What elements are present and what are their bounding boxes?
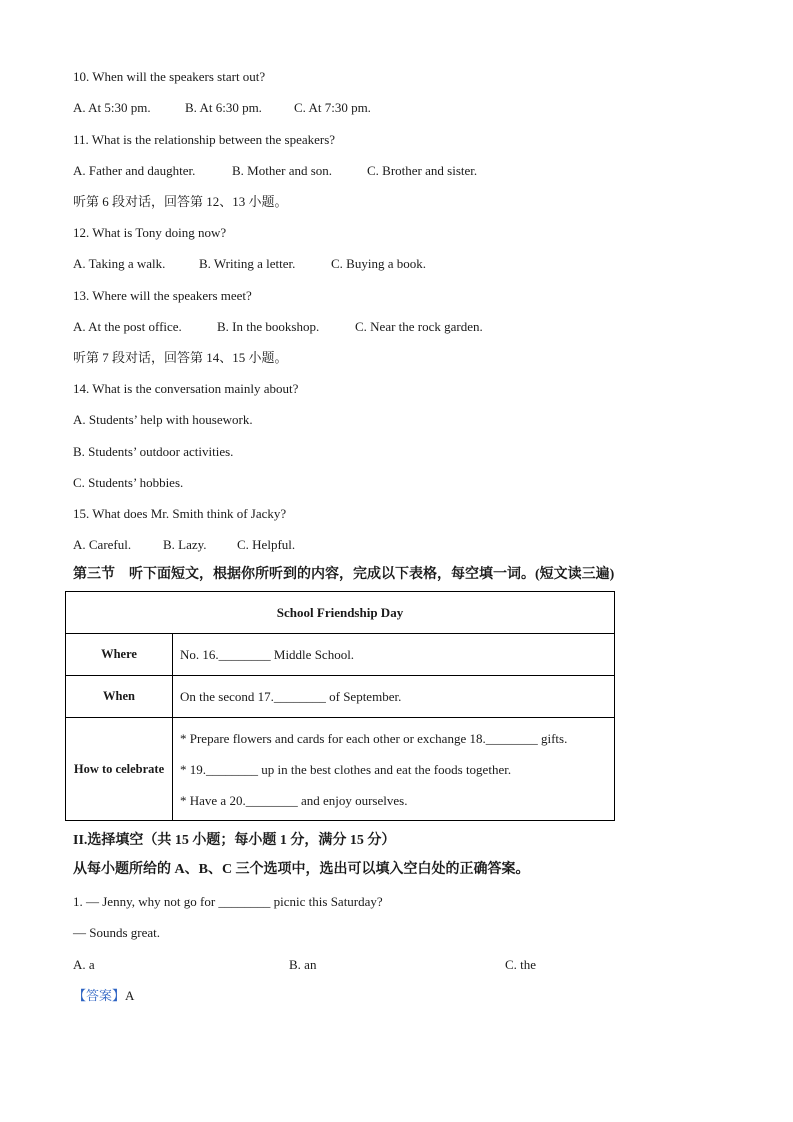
grammar-question-1-reply: — Sounds great.: [73, 925, 161, 940]
how-item: * 19.________ up in the best clothes and eat the foods together.: [180, 761, 512, 777]
question-10-options: [73, 100, 371, 116]
option-b: B. Writing a letter.: [199, 256, 296, 271]
option-b: B. In the bookshop.: [217, 319, 320, 334]
grammar-question-1: 1. — Jenny, why not go for ________ picnic this Saturday?: [73, 894, 383, 909]
where-label: Where: [66, 634, 173, 676]
answer-value: A: [125, 988, 135, 1003]
option-a: A. a: [73, 957, 95, 972]
where-value: No. 16.________ Middle School.: [173, 634, 615, 676]
option-a: A. Careful.: [73, 537, 132, 552]
table-title: School Friendship Day: [66, 592, 615, 634]
friendship-day-table: [65, 591, 615, 821]
question-11-options: [73, 163, 477, 179]
dialogue-7-instruction: 听第 7 段对话，回答第 14、15 小题。: [73, 350, 288, 365]
answer-line: [73, 988, 134, 1004]
question-14-option-a: A. Students’ help with housework.: [73, 412, 253, 427]
option-a: A. Father and daughter.: [73, 163, 196, 178]
question-11: 11. What is the relationship between the speakers?: [73, 132, 336, 147]
dialogue-6-instruction: 听第 6 段对话，回答第 12、13 小题。: [73, 194, 288, 209]
option-b: B. Lazy.: [163, 537, 207, 552]
option-c: C. the: [505, 957, 537, 972]
how-label: How to celebrate: [66, 718, 173, 821]
how-item: * Prepare flowers and cards for each other or exchange 18.________ gifts.: [180, 730, 568, 746]
when-value: On the second 17.________ of September.: [173, 676, 615, 718]
part-2-instruction: 从每小题所给的 A、B、C 三个选项中，选出可以填入空白处的正确答案。: [73, 862, 530, 877]
option-c: C. Brother and sister.: [367, 163, 478, 178]
how-item: * Have a 20.________ and enjoy ourselves.: [180, 792, 408, 808]
option-b: B. Mother and son.: [232, 163, 333, 178]
when-label: When: [66, 676, 173, 718]
question-13-options: [73, 319, 483, 335]
section-3-heading: 第三节 听下面短文，根据你所听到的内容，完成以下表格，每空填一词。(短文读三遍): [73, 567, 615, 582]
question-15: 15. What does Mr. Smith think of Jacky?: [73, 506, 287, 521]
option-c: C. At 7:30 pm.: [294, 100, 371, 115]
option-b: B. an: [289, 957, 317, 972]
part-2-heading: II.选择填空（共 15 小题；每小题 1 分，满分 15 分）: [73, 833, 396, 848]
option-c: C. Buying a book.: [331, 256, 426, 271]
question-14-option-b: B. Students’ outdoor activities.: [73, 444, 234, 459]
question-10: 10. When will the speakers start out?: [73, 69, 266, 84]
grammar-question-1-options: [73, 957, 536, 973]
answer-tag: 【答案】: [73, 988, 126, 1003]
option-a: A. At 5:30 pm.: [73, 100, 151, 115]
option-a: A. Taking a walk.: [73, 256, 166, 271]
how-items: [173, 718, 615, 821]
option-b: B. At 6:30 pm.: [185, 100, 262, 115]
question-14-option-c: C. Students’ hobbies.: [73, 475, 184, 490]
option-c: C. Helpful.: [237, 537, 296, 552]
option-a: A. At the post office.: [73, 319, 182, 334]
question-14: 14. What is the conversation mainly about?: [73, 381, 299, 396]
question-12-options: [73, 256, 426, 272]
question-12: 12. What is Tony doing now?: [73, 225, 227, 240]
question-13: 13. Where will the speakers meet?: [73, 288, 252, 303]
question-15-options: [73, 537, 295, 553]
option-c: C. Near the rock garden.: [355, 319, 483, 334]
